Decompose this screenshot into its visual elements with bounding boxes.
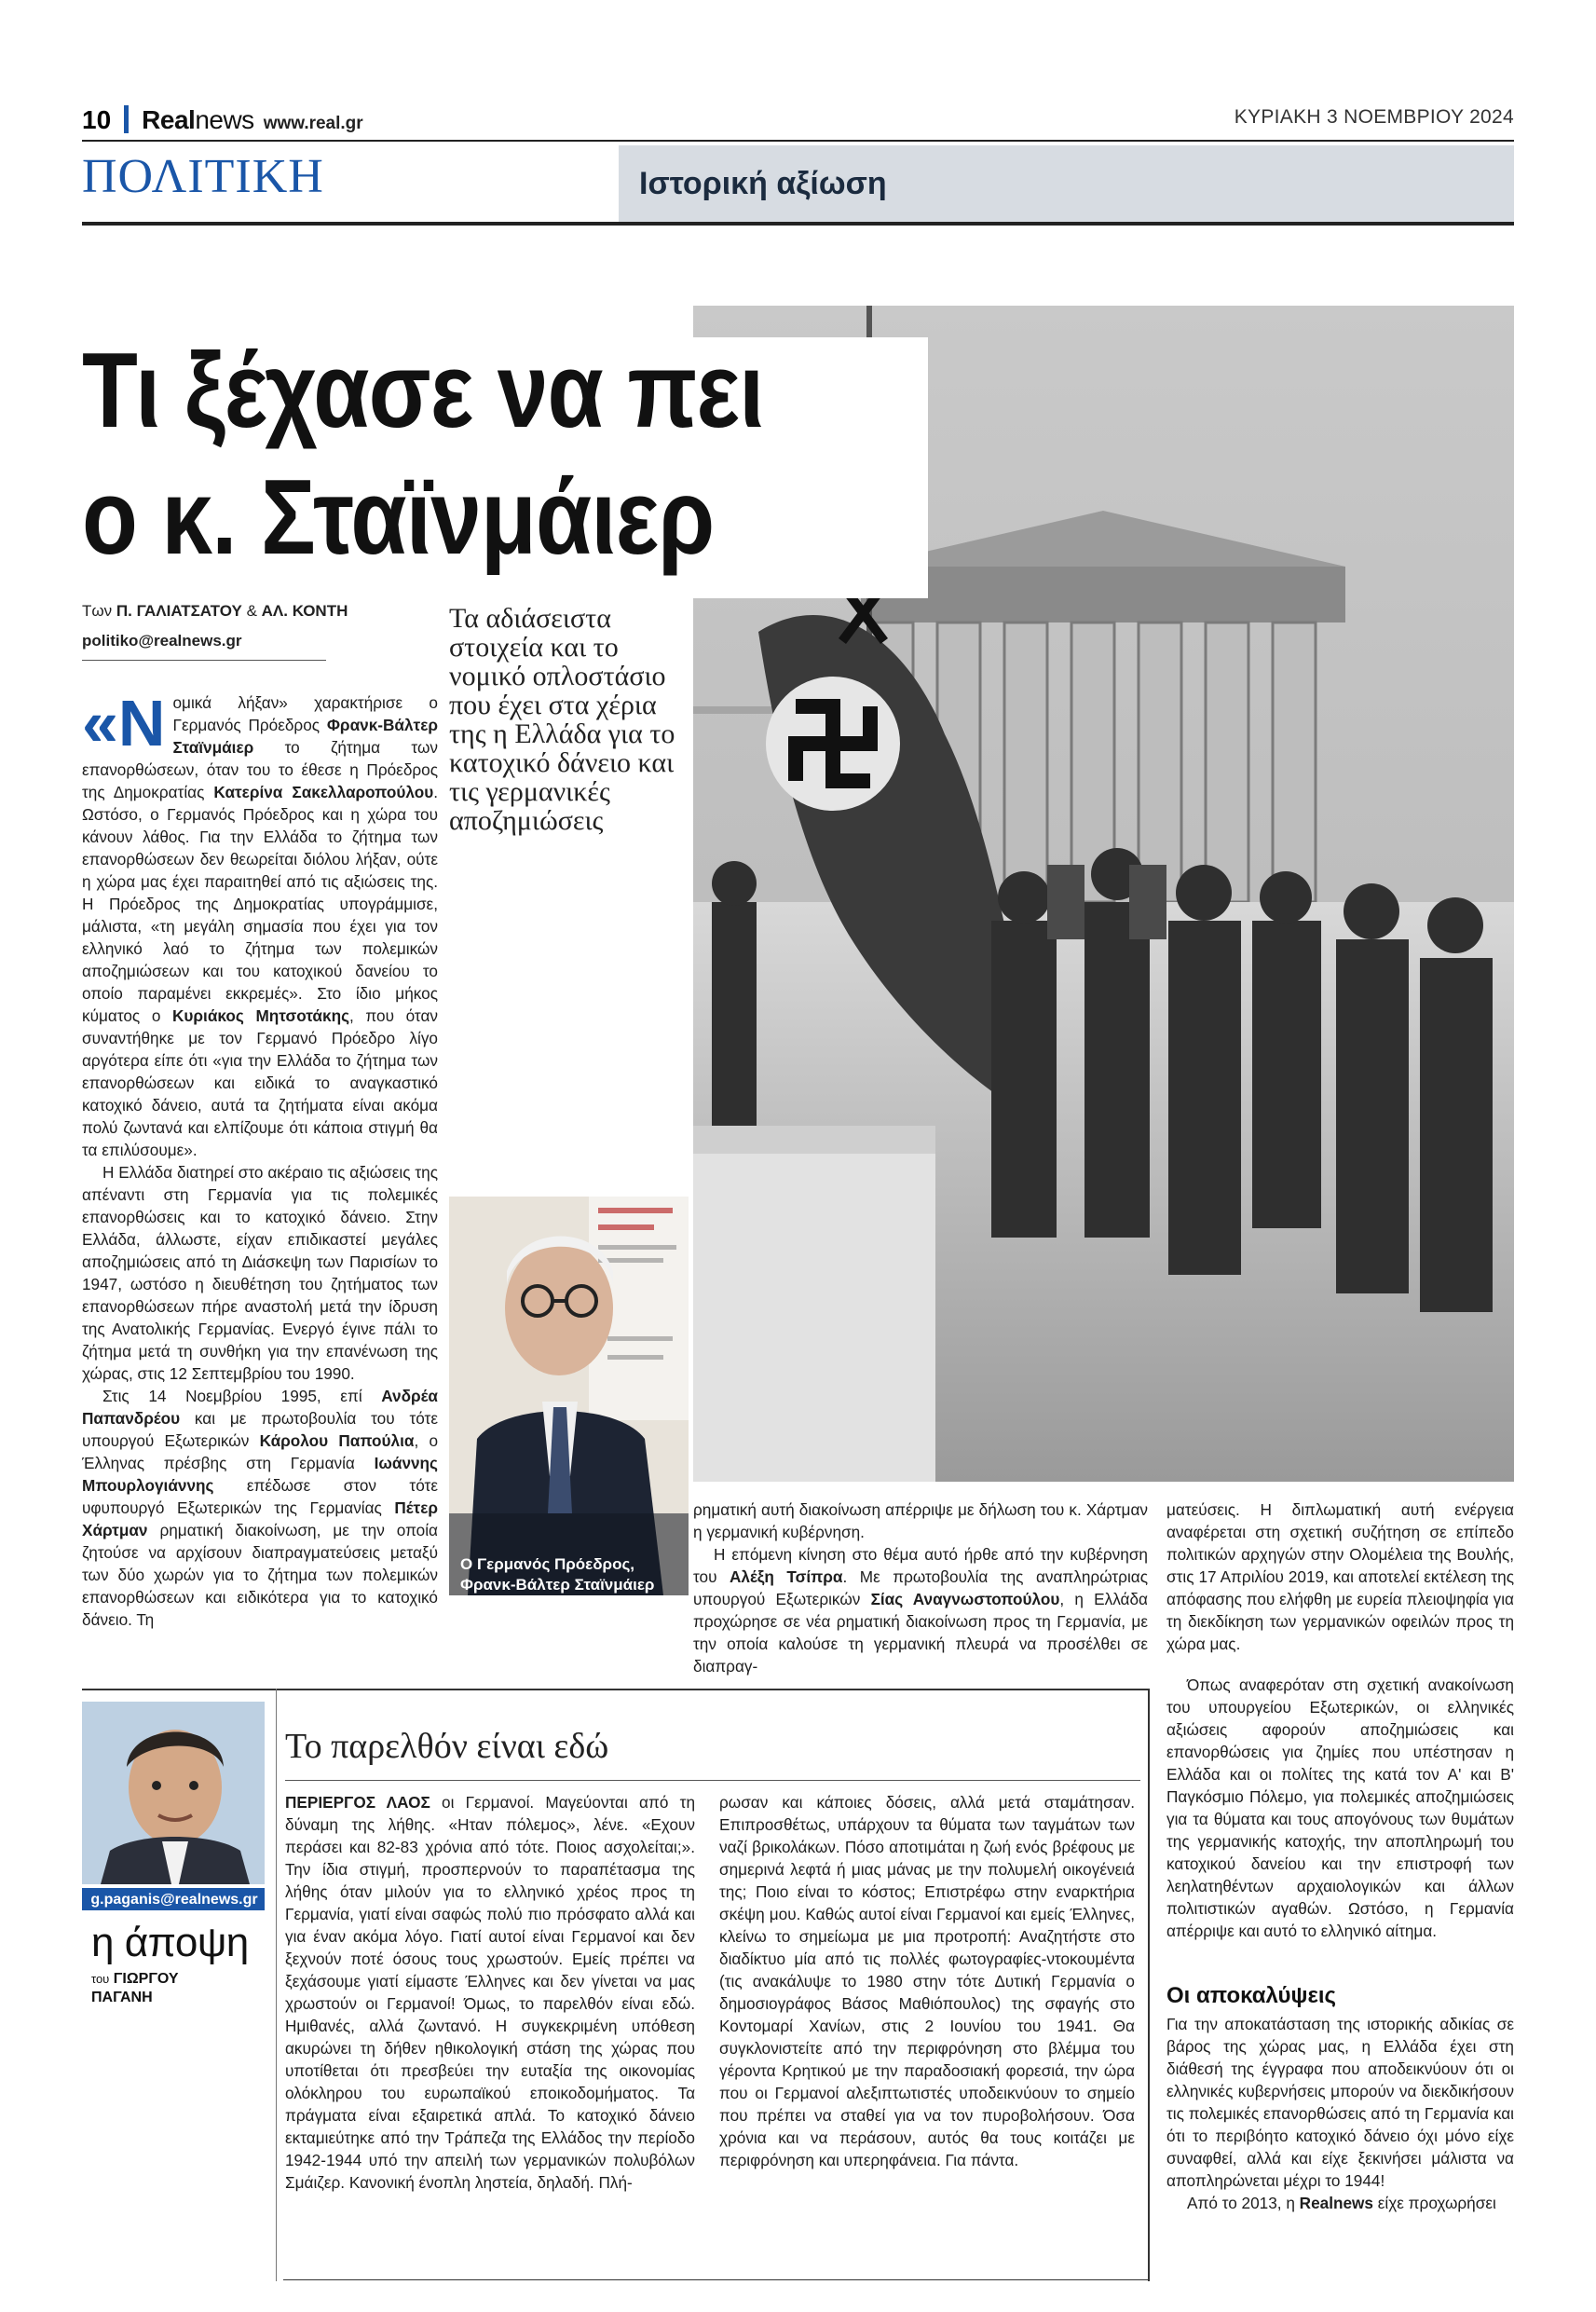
section-rule (82, 222, 1514, 226)
portrait-caption: Ο Γερμανός Πρόεδρος, Φρανκ-Βάλτερ Σταϊνμάιερ (460, 1555, 655, 1594)
opinion-rule-top (82, 1689, 1148, 1690)
opinion-title: Το παρελθόν είναι εδώ (285, 1727, 609, 1766)
folio-divider (124, 105, 129, 133)
opinion-column-1: ΠΕΡΙΕΡΓΟΣ ΛΑΟΣ οι Γερμανοί. Μαγεύονται από τη δύναμη της λήθης. «Ηταν πόλεμος», λένε. «Εχουν περάσει και 82-83 χρόνια από τότε. Ποιος ασχολείται;». Την ίδια στιγμή, προσπερνούν το παραπέτασμα της λήθης όταν μιλούν για το ελληνικό χρέος προς τη Γερμανία, γιατί είναι σαφώς πολύ πιο πρόσφατο αλλά και για έναν ακόμα λόγο. Γιατί αυτοί είναι Γερμανοί και δεν ξεχνούν ποτέ όσους τους χρωστούν. Εμείς πρέπει να ξεχάσουμε γιατί είμαστε Έλληνες και δεν γίνεται να μας χρωστούν οι Γερμανοί! Όμως, το παρελθόν είναι εδώ. Ημιθανές, αλλά ζωντανό. Η συγκεκριμένη υπόθεση ακυρώνει τη δήθεν ηθικολογική στάση της χώρας που υποτίθεται ότι πρεσβεύει την ευταξία της οικονομίας ολόκληρου του ευρωπαϊκού εποικοδομήματος. Τα πράγματα είναι εξαιρετικά απλά. Το κατοχικό δάνειο εκταμιεύτηκε από την Τράπεζα της Ελλάδος την περίοδο 1942-1944 υπό την απειλή των γερμανικών πολυβόλων Σμάιζερ. Κανονική ένοπλη ληστεία, δηλαδή. Πλή- (285, 1793, 696, 2192)
headline: Τι ξέχασε να πει ο κ. Σταϊνμάιερ (82, 332, 764, 577)
author-email[interactable]: politiko@realnews.gr (82, 632, 242, 650)
opinion-label: η άποψη (91, 1920, 249, 1965)
body-column-1: «Νομικά λήξαν» χαρακτήρισε ο Γερμανός Πρόεδρος Φρανκ-Βάλτερ Σταϊνμάιερ το ζήτημα των επανορθώσεων, όταν του το έθεσε η Πρόεδρος της Δημοκρατίας Κατερίνα Σακελλαροπούλου. Ωστόσο, ο Γερμανός Πρόεδρος και η χώρα του κάνουν λάθος. Για την Ελλάδα το ζήτημα των επανορθώσεων δεν θεωρείται διόλου λήξαν, ούτε η χώρα μας έχει παραιτηθεί από τις αξιώσεις της. Η Πρόεδρος της Δημοκρατίας υπογράμμισε, μάλιστα, «τη μεγάλη σημασία που έχει για τον ελληνικό λαό το ζήτημα των πολεμικών αποζημιώσεων και του κατοχικού δανείου το οποίο παραμένει εκκρεμές». Στο ίδιο μήκος κύματος ο Κυριάκος Μητσοτάκης, που όταν συναντήθηκε με τον Γερμανό Πρόεδρο λίγο αργότερα είπε ότι «για την Ελλάδα το ζήτημα των επανορθώσεων και ειδικά το αναγκαστικό κατοχικό δάνειο, αυτά τα ζητήματα είναι ακόμα πολύ ζωντανά και ελπίζουμε ότι κάποια στιγμή θα τα επιλύσουμε». Η Ελλάδα διατηρεί στο ακέραιο τις αξιώσεις της απέναντι στη Γερμανία για τις πολεμικές επανορθώσεις και το κατοχικό δάνειο. Στην Ελλάδα, άλλωστε, είχαν επιδικαστεί μεγάλες αποζημιώσεις από τη Διάσκεψη των Παρισίων το 1947, ωστόσο η διευθέτηση του ζητήματος των επανορθώσεων πήρε αναστολή μετά την ίδρυση της Ανατολικής Γερμανίας. Ενεργό έγινε πάλι το ζήτημα μετά τη συνθήκη για την επανένωση της χώρας, στις 12 Σεπτεμβρίου του 1990. Στις 14 Νοεμβρίου 1995, επί Ανδρέα Παπανδρέου και με πρωτοβουλία του τότε υπουργού Εξωτερικών Κάρολου Παπούλια, ο Έλληνας πρέσβης στη Γερμανία Ιωάννης Μπουρλογιάννης επέδωσε στον τότε υφυπουργό Εξωτερικών της Γερμανίας Πέτερ Χάρτμαν ρηματική διακοίνωση, με την οποία ζητούσε να αρχίσουν διαπραγματεύσεις μεταξύ των δύο χωρών για το ζήτημα των πολεμικών επανορθώσεων και ειδικότερα για το κατοχικό δάνειο. Τη (82, 687, 439, 1629)
opinion-separator (276, 1689, 277, 2281)
opinion-rule-right (1148, 1689, 1150, 2281)
body-column-3: ρηματική αυτή διακοίνωση απέρριψε με δήλωση του κ. Χάρτμαν η γερμανική κυβέρνηση. Η επόμενη κίνηση στο θέμα αυτό ήρθε από την κυβέρνηση του Αλέξη Τσίπρα. Με πρωτοβουλία της αναπληρώτριας υπουργού Εξωτερικών Σίας Αναγνωστοπούλου, η Ελλάδα προχώρησε σε νέα ρηματική διακοίνωση προς τη Γερμανία, με την οποία καλούσε τη γερμανική πλευρά να προσέλθει σε διαπραγ- (693, 1500, 1148, 1676)
subhead: Οι αποκαλύψεις (1166, 1983, 1337, 2008)
site-url[interactable]: www.real.gr (263, 114, 363, 133)
byline-rule (82, 660, 326, 661)
columnist-portrait (82, 1702, 265, 1884)
header-rule (82, 140, 1514, 142)
brand-logo: Realnews (142, 105, 254, 134)
page-folio (82, 101, 363, 142)
byline: Των Π. ΓΑΛΙΑΤΣΑΤΟΥ & ΑΛ. ΚΟΝΤΗ (82, 602, 348, 620)
deck: Τα αδιάσειστα στοιχεία και το νομικό οπλοστάσιο που έχει στα χέρια της η Ελλάδα για το κατοχικό δάνειο και τις γερμανικές αποζημιώσεις (449, 603, 675, 836)
kicker: Ιστορική αξίωση (639, 166, 887, 201)
issue-date: ΚΥΡΙΑΚΗ 3 ΝΟΕΜΒΡΙΟΥ 2024 (1234, 106, 1514, 128)
body-column-6: Για την αποκατάσταση της ιστορικής αδικίας σε βάρος της χώρας μας, η Ελλάδα έχει στη διάθεσή της έγγραφα που αποδεικνύουν ότι οι ελληνικές κυβερνήσεις μπορούν να διεκδικήσουν τις πολεμικές επανορθώσεις από τη Γερμανία και ότι το περιβόητο κατοχικό δάνειο όχι μόνο είχε συναφθεί, αλλά και είχε ξεκινήσει μάλιστα να αποπληρώνεται μέχρι το 1944! Από το 2013, η Realnews είχε προχωρήσει (1166, 2015, 1514, 2212)
section-title: ΠΟΛΙΤΙΚΗ (82, 150, 324, 203)
author-2: ΑΛ. ΚΟΝΤΗ (261, 602, 348, 620)
opinion-title-rule (285, 1780, 1140, 1781)
body-column-4: ματεύσεις. Η διπλωματική αυτή ενέργεια αναφέρεται στη σχετική συζήτηση σε επίπεδο πολιτικών αρχηγών στην Ολομέλεια της Βουλής, στις 17 Απριλίου 2019, και αποτελεί εκτέλεση της απόφασης που ελήφθη με ευρεία πλειοψηφία για τη διεκδίκηση των γερμανικών οφειλών προς τη χώρα μας. (1166, 1500, 1514, 1653)
dropcap: «Ν (82, 687, 166, 759)
body-column-5: Όπως αναφερόταν στη σχετική ανακοίνωση του υπουργείου Εξωτερικών, οι ελληνικές αξιώσεις αφορούν αποζημιώσεις και επανορθώσεις για ζημίες που υπέστησαν η Ελλάδα και οι πολίτες της κατά τον Α' και Β' Παγκόσμιο Πόλεμο, για πολεμικές αποζημιώσεις για τα θύματα και τους απογόνους των θυμάτων της γερμανικής κατοχής, την αποπληρωμή του κατοχικού δανείου και την επιστροφή των λεηλατηθέντων αρχαιολογικών και άλλων πολιτιστικών αγαθών. Ωστόσο, η Γερμανία απέρριψε και αυτό το ελληνικό αίτημα. (1166, 1676, 1514, 1940)
columnist-email[interactable]: g.paganis@realnews.gr (90, 1892, 258, 1908)
columnist-byline: του ΓΙΩΡΓΟΥ ΠΑΓΑΝΗ (91, 1971, 179, 2005)
steinmeier-portrait (449, 1197, 689, 1595)
author-1: Π. ΓΑΛΙΑΤΣΑΤΟΥ (116, 602, 242, 620)
page-number: 10 (82, 105, 112, 134)
opinion-column-2: ρωσαν και κάποιες δόσεις, αλλά μετά σταμάτησαν. Επιπροσθέτως, υπάρχουν τα θύματα των ταγμάτων των ναζί βρικολάκων. Πόσο αποτιμάται η ζωή ενός βρέφους με σημερινά λεφτά ή μιας μάνας με την πολυμελή οικογένειά της; Ποιο είναι το κόστος; Επιστρέφω στην εναρκτήρια σκέψη μου. Καθώς αυτοί είναι Γερμανοί και εμείς Έλληνες, κλείνω το σημείωμα με μια προτροπή: Αναζητήστε στο διαδίκτυο μία από τις πολλές φωτογραφίες-ντοκουμέντα (τις ανακάλυψε το 1980 στην τότε Δυτική Γερμανία ο δημοσιογράφος Βάσος Μαθιόπουλος) της σφαγής στο Κοντομαρί Χανίων, στις 2 Ιουνίου του 1941. Θα συγκλονιστείτε από την περιφρόνηση στο βλέμμα του γέροντα Κρητικού με την παραδοσιακή φορεσιά, την ώρα που οι Γερμανοί αλεξιπτωτιστές υποδεικνύουν το σημείο που πρέπει να σταθεί για να τον πυροβολήσουν. Όσα χρόνια και να περάσουν, αυτός θα τους κοιτάζει με περιφρόνηση και υπερηφάνεια. Για πάντα. (719, 1793, 1135, 2169)
opinion-rule-bottom (283, 2279, 1148, 2280)
